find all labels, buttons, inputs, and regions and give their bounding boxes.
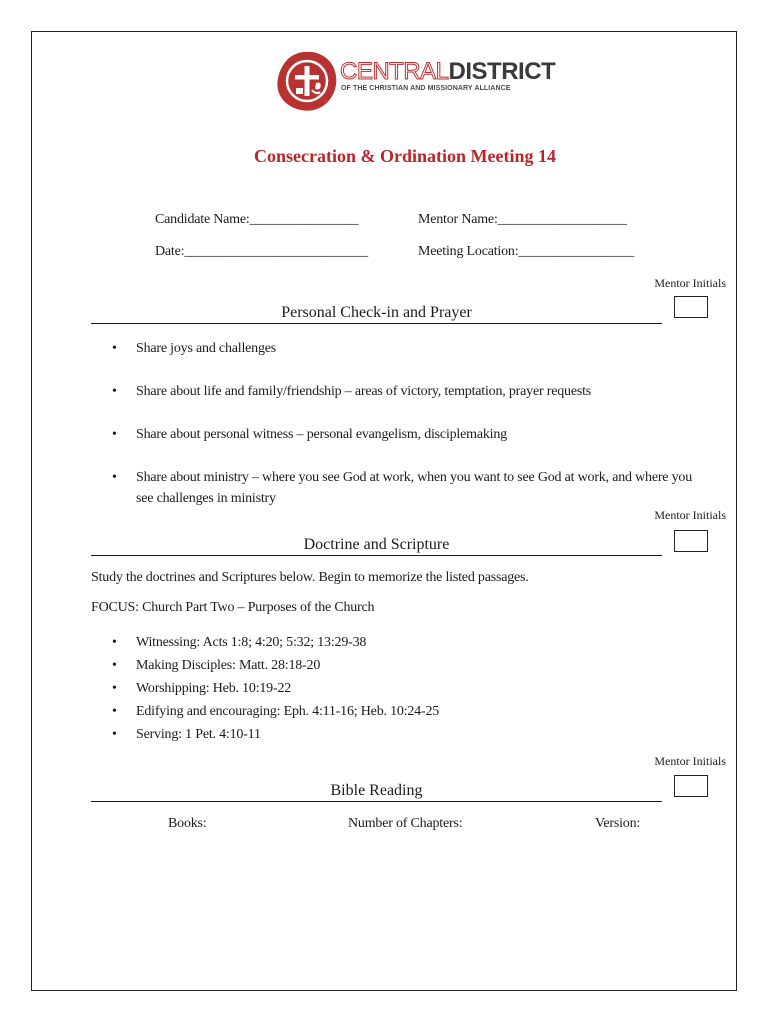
list-item: • Worshipping: Heb. 10:19-22 bbox=[112, 677, 712, 700]
mentor-initials-box-2[interactable] bbox=[674, 530, 708, 552]
list-item: • Share joys and challenges bbox=[112, 338, 712, 359]
date-field[interactable]: Date:___________________________ bbox=[155, 244, 368, 259]
logo-central-text: CENTRAL bbox=[340, 58, 449, 85]
page-border bbox=[31, 31, 737, 991]
list-item: • Edifying and encouraging: Eph. 4:11-16; Heb. 10:24-25 bbox=[112, 700, 712, 723]
meeting-location-field[interactable]: Meeting Location:_________________ bbox=[418, 244, 635, 259]
books-column-label: Books: bbox=[168, 816, 207, 831]
mentor-name-field[interactable]: Mentor Name:___________________ bbox=[418, 212, 627, 227]
checkin-list bbox=[112, 338, 712, 509]
logo-wordmark bbox=[340, 59, 555, 85]
list-item: • Witnessing: Acts 1:8; 4:20; 5:32; 13:29-38 bbox=[112, 631, 712, 654]
logo-district-text: DISTRICT bbox=[448, 58, 556, 85]
doctrine-intro: Study the doctrines and Scriptures below. Begin to memorize the listed passages. bbox=[91, 570, 529, 585]
version-column-label: Version: bbox=[595, 816, 641, 831]
list-item: • Share about ministry – where you see God at work, when you want to see God at work, and where you see challenges in ministry bbox=[112, 467, 696, 509]
list-item: • Making Disciples: Matt. 28:18-20 bbox=[112, 654, 712, 677]
scripture-list bbox=[112, 631, 712, 746]
mentor-initials-box-3[interactable] bbox=[674, 775, 708, 797]
page-title: Consecration & Ordination Meeting 14 bbox=[254, 146, 556, 166]
cmalliance-logo-icon bbox=[276, 50, 338, 112]
list-item: • Share about personal witness – personal evangelism, disciplemaking bbox=[112, 424, 712, 445]
mentor-initials-label-1: Mentor Initials bbox=[654, 276, 726, 290]
list-item: • Share about life and family/friendship – areas of victory, temptation, prayer requests bbox=[112, 381, 712, 402]
list-item: • Serving: 1 Pet. 4:10-11 bbox=[112, 723, 712, 746]
logo-subtitle: OF THE CHRISTIAN AND MISSIONARY ALLIANCE bbox=[341, 85, 511, 92]
chapters-column-label: Number of Chapters: bbox=[348, 816, 463, 831]
focus-line: FOCUS: Church Part Two – Purposes of the Church bbox=[91, 600, 375, 615]
candidate-name-field[interactable]: Candidate Name:________________ bbox=[155, 212, 359, 227]
section-heading-doctrine: Doctrine and Scripture bbox=[91, 535, 662, 556]
mentor-initials-box-1[interactable] bbox=[674, 296, 708, 318]
mentor-initials-label-2: Mentor Initials bbox=[654, 508, 726, 522]
section-heading-bible: Bible Reading bbox=[91, 781, 662, 802]
section-heading-checkin: Personal Check-in and Prayer bbox=[91, 303, 662, 324]
mentor-initials-label-3: Mentor Initials bbox=[654, 754, 726, 768]
